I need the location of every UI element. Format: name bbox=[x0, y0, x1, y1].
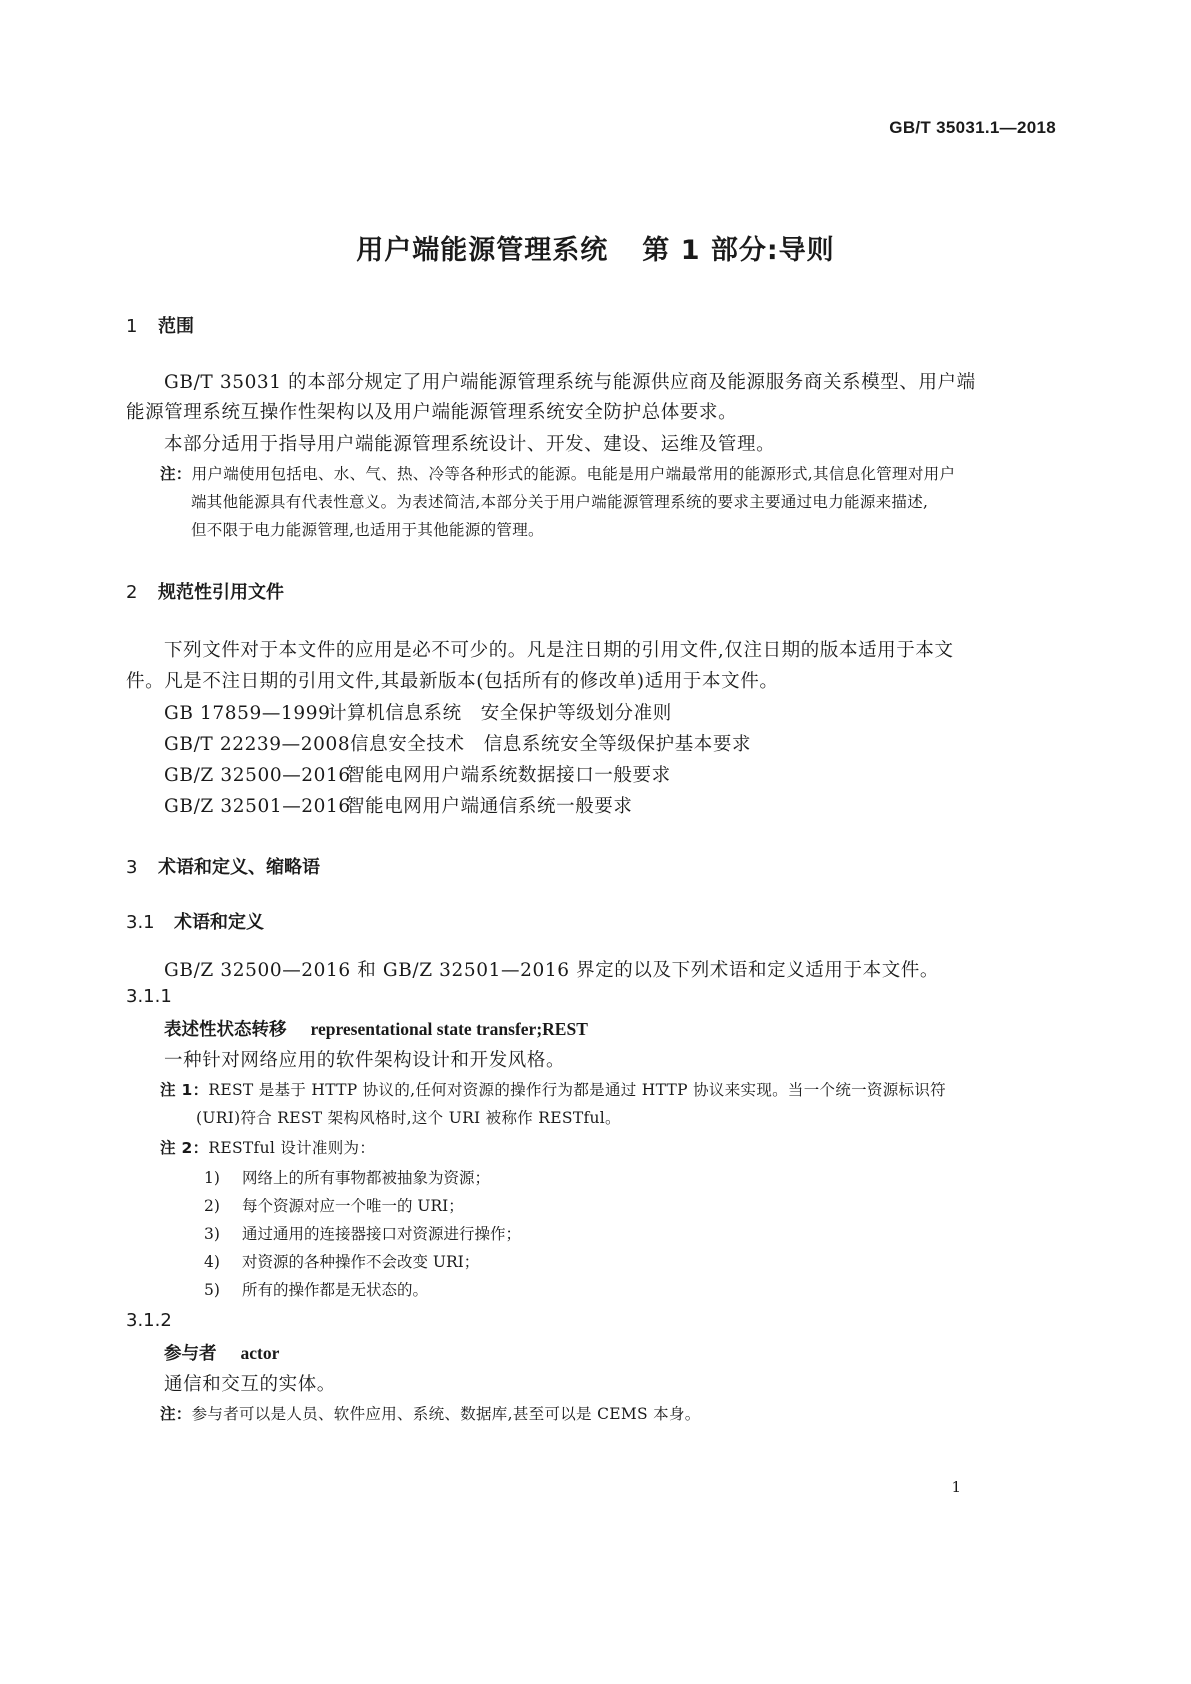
note-label: 注 2： bbox=[160, 1139, 209, 1157]
list-text: 所有的操作都是无状态的。 bbox=[242, 1281, 429, 1299]
list-item bbox=[204, 1166, 490, 1188]
list-text: 每个资源对应一个唯一的 URI； bbox=[242, 1197, 464, 1215]
list-item bbox=[204, 1222, 521, 1244]
title-part: 第 1 部分:导则 bbox=[642, 235, 835, 266]
reference-title: 信息安全技术 信息系统安全等级保护基本要求 bbox=[350, 734, 752, 755]
section-1-para-1-line-1: GB/T 35031 的本部分规定了用户端能源管理系统与能源供应商及能源服务商关系模型、用户端 bbox=[164, 372, 976, 393]
reference-code: GB/T 22239—2008 bbox=[164, 734, 351, 755]
section-1-note-line-3: 但不限于电力能源管理,也适用于其他能源的管理。 bbox=[191, 521, 544, 539]
list-text: 通过通用的连接器接口对资源进行操作； bbox=[242, 1225, 522, 1243]
list-item bbox=[204, 1194, 464, 1216]
list-text: 网络上的所有事物都被抽象为资源； bbox=[242, 1169, 491, 1187]
reference-code: GB 17859—1999 bbox=[164, 703, 331, 724]
standard-code: GB/T 35031.1—2018 bbox=[889, 118, 1056, 137]
note-label: 注： bbox=[160, 1405, 192, 1423]
term-zh: 表述性状态转移 bbox=[164, 1020, 287, 1040]
reference-item bbox=[164, 792, 633, 818]
section-number: 3 bbox=[126, 857, 138, 878]
subsection-number: 3.1 bbox=[126, 912, 155, 933]
reference-title: 智能电网用户端通信系统一般要求 bbox=[346, 796, 633, 817]
note-label: 注 1： bbox=[160, 1081, 209, 1099]
term-3-1-1-definition: 一种针对网络应用的软件架构设计和开发风格。 bbox=[164, 1050, 566, 1071]
note-text: RESTful 设计准则为： bbox=[208, 1139, 376, 1157]
reference-code: GB/Z 32501—2016 bbox=[164, 796, 351, 817]
section-1-note-line-2: 端其他能源具有代表性意义。为表述简洁,本部分关于用户端能源管理系统的要求主要通过电力能源来描述, bbox=[191, 493, 929, 511]
term-3-1-2-number: 3.1.2 bbox=[126, 1310, 172, 1331]
section-1-para-2: 本部分适用于指导用户端能源管理系统设计、开发、建设、运维及管理。 bbox=[164, 434, 776, 455]
reference-item bbox=[164, 699, 672, 725]
list-marker: 4) bbox=[204, 1253, 220, 1271]
title-main: 用户端能源管理系统 bbox=[356, 235, 609, 266]
term-3-1-1-number: 3.1.1 bbox=[126, 986, 172, 1007]
term-3-1-2-definition: 通信和交互的实体。 bbox=[164, 1374, 336, 1395]
subsection-3-1-intro: GB/Z 32500—2016 和 GB/Z 32501—2016 界定的以及下列术语和定义适用于本文件。 bbox=[164, 960, 939, 981]
note-text: REST 是基于 HTTP 协议的,任何对资源的操作行为都是通过 HTTP 协议来实现。当一个统一资源标识符 bbox=[208, 1081, 946, 1099]
section-2-para-line-1: 下列文件对于本文件的应用是必不可少的。凡是注日期的引用文件,仅注日期的版本适用于本文 bbox=[164, 640, 954, 661]
term-3-1-2-note bbox=[160, 1402, 701, 1424]
section-2-para-line-2: 件。凡是不注日期的引用文件,其最新版本(包括所有的修改单)适用于本文件。 bbox=[126, 671, 779, 692]
list-item bbox=[204, 1250, 479, 1272]
section-2-heading bbox=[126, 578, 284, 604]
term-3-1-2-entry bbox=[164, 1340, 279, 1365]
note-label: 注： bbox=[160, 465, 192, 483]
list-item bbox=[204, 1278, 428, 1300]
section-number: 2 bbox=[126, 582, 138, 603]
term-3-1-1-entry bbox=[164, 1016, 588, 1041]
subsection-title: 术语和定义 bbox=[174, 912, 264, 933]
section-1-heading bbox=[126, 312, 194, 338]
page-number: 1 bbox=[951, 1478, 961, 1496]
note-text: 用户端使用包括电、水、气、热、冷等各种形式的能源。电能是用户端最常用的能源形式,其信息化管理对用户 bbox=[191, 465, 956, 483]
term-en: representational state transfer;REST bbox=[310, 1019, 588, 1039]
reference-item bbox=[164, 730, 751, 756]
section-number: 1 bbox=[126, 316, 138, 337]
list-marker: 5) bbox=[204, 1281, 220, 1299]
term-en: actor bbox=[240, 1343, 280, 1363]
reference-item bbox=[164, 761, 671, 787]
subsection-3-1-heading bbox=[126, 908, 264, 934]
section-3-heading bbox=[126, 853, 320, 879]
note-text: 参与者可以是人员、软件应用、系统、数据库,甚至可以是 CEMS 本身。 bbox=[191, 1405, 701, 1423]
reference-code: GB/Z 32500—2016 bbox=[164, 765, 351, 786]
section-title: 术语和定义、缩略语 bbox=[158, 857, 320, 878]
reference-title: 智能电网用户端系统数据接口一般要求 bbox=[346, 765, 671, 786]
list-marker: 2) bbox=[204, 1197, 220, 1215]
list-marker: 3) bbox=[204, 1225, 220, 1243]
document-title bbox=[0, 228, 1191, 267]
list-marker: 1) bbox=[204, 1169, 220, 1187]
section-1-note-line-1 bbox=[160, 462, 955, 484]
reference-title: 计算机信息系统 安全保护等级划分准则 bbox=[328, 703, 672, 724]
term-3-1-1-note-1 bbox=[160, 1078, 946, 1100]
term-3-1-1-note-1-line-2: (URI)符合 REST 架构风格时,这个 URI 被称作 RESTful。 bbox=[196, 1109, 621, 1127]
term-zh: 参与者 bbox=[164, 1344, 217, 1364]
section-1-para-1-line-2: 能源管理系统互操作性架构以及用户端能源管理系统安全防护总体要求。 bbox=[126, 402, 738, 423]
section-title: 范围 bbox=[158, 316, 194, 337]
term-3-1-1-note-2 bbox=[160, 1136, 375, 1158]
section-title: 规范性引用文件 bbox=[158, 582, 284, 603]
list-text: 对资源的各种操作不会改变 URI； bbox=[242, 1253, 480, 1271]
